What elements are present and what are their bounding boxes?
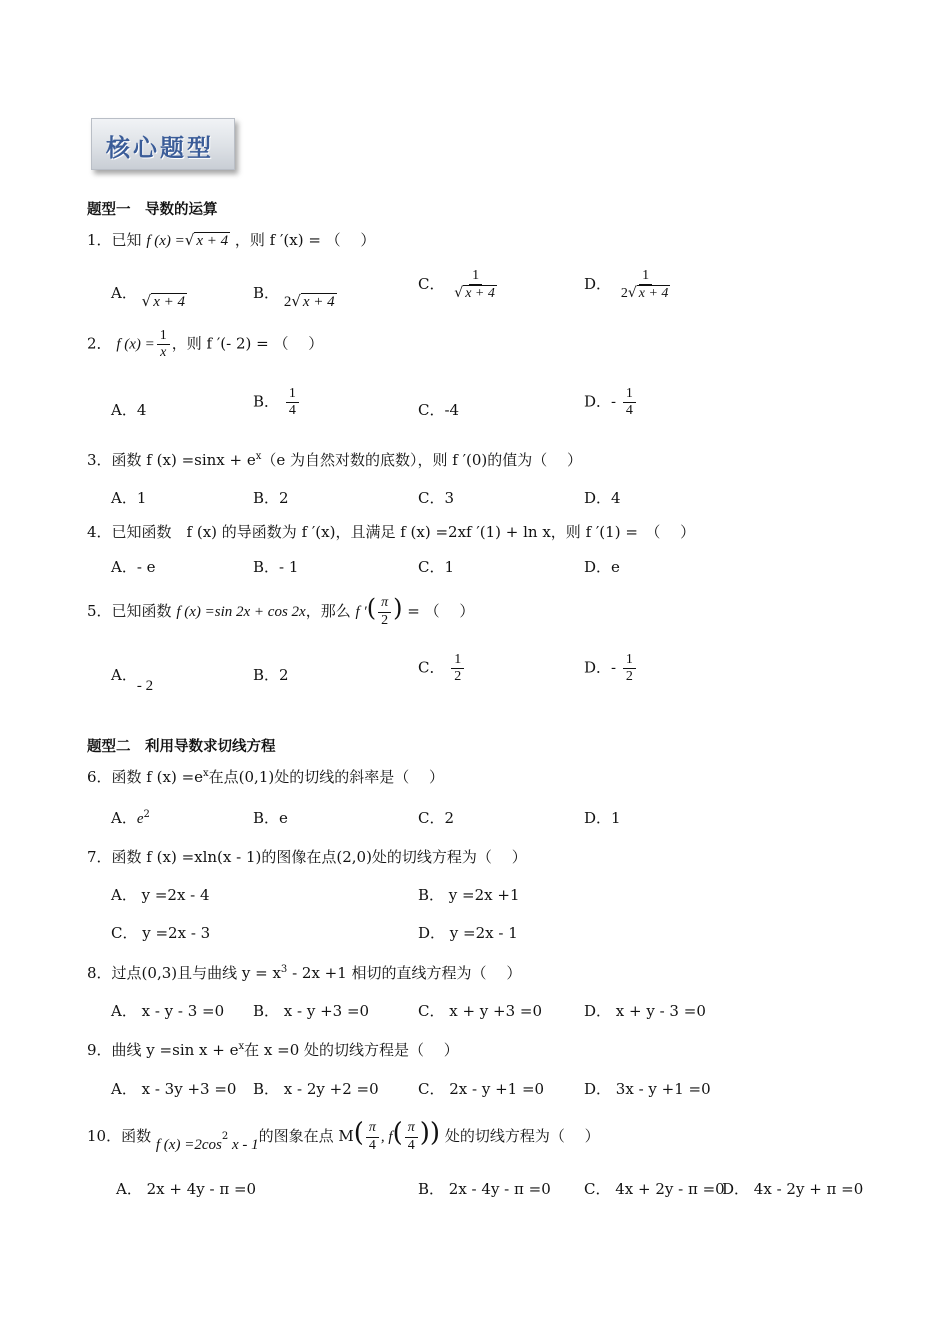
q1-option-c[interactable]: [418, 268, 502, 302]
q6-a-label: A．: [111, 809, 137, 827]
q1-b-label: B．: [253, 284, 280, 302]
q9-option-a[interactable]: A． x - 3y +3 =0: [111, 1080, 237, 1098]
q9-option-c[interactable]: C． 2x - y +1 =0: [418, 1080, 545, 1098]
q3-option-b[interactable]: B．2: [253, 489, 289, 507]
q10-frac-num-2: π: [405, 1120, 418, 1137]
q6-option-d[interactable]: D．1: [584, 809, 621, 827]
left-paren-icon: (: [366, 594, 377, 622]
q1-c-label: C．: [418, 275, 445, 294]
q5-c-num: 1: [451, 652, 464, 669]
q2-d-label: D．: [584, 392, 612, 411]
q5-func: f (x) =sin 2x + cos 2x: [176, 604, 306, 620]
q6-stem: 6．函数 f (x) =e: [87, 768, 204, 786]
q2-option-d[interactable]: [584, 386, 638, 419]
left-paren-icon: (: [392, 1118, 403, 1148]
q10-stem-suffix: 处的切线方程为（ ）: [444, 1127, 600, 1145]
q3-option-a[interactable]: A．1: [111, 489, 147, 507]
q2-b-label: B．: [253, 392, 280, 411]
q5-a-label: A．: [111, 666, 137, 684]
q4-option-c[interactable]: C．1: [418, 558, 455, 576]
q2-b-num: 1: [286, 386, 299, 403]
q3-stem: 3．函数 f (x) =sinx + e: [87, 451, 256, 469]
q10-option-d[interactable]: D． 4x - 2y + π =0: [722, 1180, 864, 1198]
q1-option-a[interactable]: [111, 282, 187, 310]
sqrt-icon: √: [291, 292, 301, 310]
question-8: [87, 962, 521, 983]
q1-option-b[interactable]: [253, 282, 337, 310]
q1-func: f (x) =: [146, 233, 185, 249]
q3-sup: x: [255, 451, 262, 462]
q1-stem-suffix: ，则 f ′(x) = （ ）: [234, 231, 376, 249]
q10-option-c[interactable]: C． 4x + 2y - π =0: [584, 1180, 725, 1198]
q5-option-a[interactable]: [111, 664, 154, 694]
q2-frac-den: x: [160, 345, 167, 361]
q10-func: f (x) =2cos: [155, 1137, 222, 1153]
q1-d-label: D．: [584, 275, 612, 294]
q8-stem-prefix: 8．过点(0,3)且与曲线 y = x: [87, 964, 281, 982]
q8-option-d[interactable]: D． x + y - 3 =0: [584, 1002, 706, 1020]
q3-stem-mid: （e 为自然对数的底数），则 f ′(0)的值为（ ）: [261, 451, 583, 469]
q5-d-label: D．: [584, 658, 612, 677]
q4-option-d[interactable]: D．e: [584, 558, 620, 576]
q6-a-val: e: [136, 811, 144, 827]
q1-d-fraction: [618, 268, 674, 302]
question-4: 4．已知函数 f (x) 的导函数为 f ′(x)，且满足 f (x) =2xf ′(1) + ln x，则 f ′(1) = （ ）: [87, 523, 696, 541]
q2-d-den: 4: [625, 403, 633, 419]
q5-option-c[interactable]: [418, 652, 466, 685]
q5-d-num: 1: [623, 652, 636, 669]
q5-c-den: 2: [454, 669, 462, 685]
q1-c-radicand: x + 4: [465, 286, 495, 302]
section-2-title: 题型二 利用导数求切线方程: [87, 739, 276, 755]
q8-option-b[interactable]: B． x - y +3 =0: [253, 1002, 370, 1020]
q9-sup: x: [238, 1041, 245, 1052]
q5-stem-suffix: = （ ）: [407, 602, 475, 620]
q8-sup: 3: [280, 964, 288, 975]
q6-sup: x: [203, 768, 209, 779]
q7-option-a[interactable]: A． y =2x - 4: [111, 886, 210, 904]
q6-a-sup: 2: [143, 809, 150, 820]
q2-stem-suffix: ，则 f ′(- 2) = （ ）: [171, 334, 324, 353]
q2-b-den: 4: [288, 403, 296, 419]
q10-option-b[interactable]: B． 2x - 4y - π =0: [418, 1180, 551, 1198]
q9-option-b[interactable]: B． x - 2y +2 =0: [253, 1080, 379, 1098]
question-10: [87, 1118, 600, 1154]
q10-frac-den-2: 4: [407, 1137, 415, 1153]
q9-stem-prefix: 9．曲线 y =sin x + e: [87, 1041, 239, 1059]
core-question-types-badge: [91, 118, 235, 170]
q5-option-b[interactable]: B．2: [253, 666, 289, 684]
q2-d-sign: -: [611, 392, 617, 411]
left-paren-icon: (: [353, 1118, 364, 1148]
q10-frac-num-1: π: [366, 1120, 379, 1137]
q1-d-radicand: x + 4: [638, 286, 669, 302]
q5-c-label: C．: [418, 658, 445, 677]
q4-option-b[interactable]: B．- 1: [253, 558, 299, 576]
q3-option-c[interactable]: C．3: [418, 489, 455, 507]
q2-d-num: 1: [623, 386, 636, 403]
sqrt-icon: √: [454, 285, 464, 302]
q5-frac-num: π: [378, 595, 391, 612]
q10-stem-mid: 的图象在点 M: [258, 1127, 354, 1145]
q5-a-val: - 2: [136, 678, 154, 694]
q10-stem-prefix: 10．函数: [87, 1127, 152, 1145]
q2-option-b[interactable]: [253, 386, 301, 419]
q9-stem-suffix: 在 x =0 处的切线方程是（ ）: [244, 1041, 459, 1059]
q8-option-c[interactable]: C． x + y +3 =0: [418, 1002, 543, 1020]
q10-func-tail: x - 1: [228, 1137, 259, 1153]
q5-stem-mid: ，那么: [305, 602, 351, 620]
q5-stem-prefix: 5．已知函数: [87, 602, 172, 620]
q2-num: 2．: [87, 334, 112, 353]
q3-option-d[interactable]: D．4: [584, 489, 621, 507]
q7-option-c[interactable]: C． y =2x - 3: [111, 924, 211, 942]
q1-c-num: 1: [469, 268, 482, 285]
question-3: [87, 449, 582, 470]
q8-option-a[interactable]: A． x - y - 3 =0: [111, 1002, 225, 1020]
q6-stem-suffix: 在点(0,1)处的切线的斜率是（ ）: [208, 768, 444, 786]
q6-option-b[interactable]: B．e: [253, 809, 288, 827]
question-9: [87, 1039, 459, 1060]
q6-option-a[interactable]: [111, 807, 150, 828]
q7-option-d[interactable]: D． y =2x - 1: [418, 924, 518, 942]
q2-func: f (x) =: [116, 336, 155, 353]
q5-option-d[interactable]: [584, 652, 638, 685]
q2-option-a[interactable]: A．4: [111, 401, 147, 419]
sqrt-icon: √: [627, 285, 637, 302]
q1-b-radicand: x + 4: [302, 294, 335, 310]
q2-frac-num: 1: [157, 328, 170, 345]
q10-option-a[interactable]: A． 2x + 4y - π =0: [116, 1180, 257, 1198]
q4-option-a[interactable]: A．- e: [111, 558, 156, 576]
q9-option-d[interactable]: D． 3x - y +1 =0: [584, 1080, 711, 1098]
question-6: [87, 766, 444, 787]
q10-comma-f: , f: [380, 1129, 393, 1145]
question-1: [87, 229, 375, 250]
q10-sup: 2: [221, 1131, 229, 1142]
q5-d-den: 2: [625, 669, 633, 685]
q5-fprime: f ′: [355, 604, 367, 620]
q1-c-fraction: [451, 268, 500, 302]
q2-option-c[interactable]: C．-4: [418, 401, 460, 419]
question-5: [87, 594, 474, 629]
q10-frac-den-1: 4: [368, 1137, 376, 1153]
section-1-title: 题型一 导数的运算: [87, 202, 218, 218]
q1-radicand: x + 4: [196, 233, 229, 249]
q7-option-b[interactable]: B． y =2x +1: [418, 886, 520, 904]
right-paren-icon: ): [393, 594, 403, 622]
q5-frac-den: 2: [381, 612, 389, 628]
q6-option-c[interactable]: C．2: [418, 809, 455, 827]
sqrt-icon: √: [184, 231, 195, 249]
right-paren-icon: )): [419, 1118, 441, 1148]
badge-title: 核心题型: [106, 134, 214, 162]
q1-b-coef: 2: [283, 294, 292, 310]
q8-stem-suffix: - 2x +1 相切的直线方程为（ ）: [287, 964, 522, 982]
q1-d-num: 1: [639, 268, 652, 285]
question-7: 7．函数 f (x) =xln(x - 1)的图像在点(2,0)处的切线方程为（ ）: [87, 848, 527, 866]
q5-d-sign: -: [611, 658, 617, 677]
q1-d-coef: 2: [620, 286, 628, 302]
q1-stem-prefix: 1．已知: [87, 231, 142, 249]
q2-fraction: [157, 328, 170, 361]
question-2: [87, 328, 323, 361]
q1-a-label: A．: [111, 284, 137, 302]
sqrt-icon: √: [141, 292, 152, 310]
q1-a-radicand: x + 4: [153, 294, 185, 310]
q1-option-d[interactable]: [584, 268, 675, 302]
